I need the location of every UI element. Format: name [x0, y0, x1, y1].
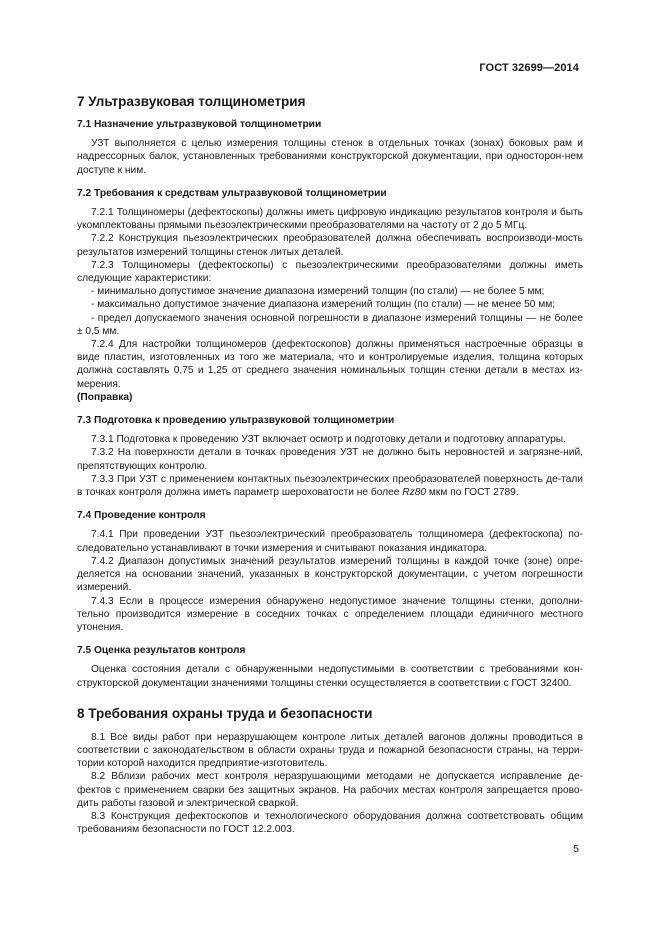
section-7-heading: 7 Ультразвуковая толщинометрия	[77, 94, 306, 109]
amendment-note: (Поправка)	[77, 391, 133, 403]
paragraph-7-5: Оценка состояния детали с обнаруженными недопустимыми в соответствии с требованиями кон-структорской документации значениями толщины стенки осуществляется в соответствии с ГОСТ 32400.	[77, 664, 583, 689]
paragraph-7-2-2: 7.2.2 Конструкция пьезоэлектрических преобразователей должна обеспечивать воспроизводи-мость результатов измерений толщины стенок литых деталей.	[77, 233, 583, 258]
paragraph-8-3: 8.3 Конструкция дефектоскопов и технологического оборудования должна соответствовать общим требованиям безопасности по ГОСТ 12.2.003.	[77, 810, 583, 836]
subsection-7-4-heading: 7.4 Проведение контроля	[77, 510, 206, 522]
paragraph-7-2-4: 7.2.4 Для настройки толщиномеров (дефектоскопов) должны применяться настроечные образцы в виде пластин, изготовленных из того же материала, что и контролируемые изделия, толщина которых должна составлять 0,75 и 1,25 от среднего значения номинальных толщин стенки детали в местах из-мерения.	[77, 339, 583, 390]
paragraph-7-2-3: 7.2.3 Толщиномеры (дефектоскопы) с пьезоэлектрическими преобразователями должны иметь следующие характеристики:	[77, 259, 583, 285]
paragraph-7-3-3	[77, 473, 583, 499]
subsection-7-5-heading: 7.5 Оценка результатов контроля	[77, 645, 246, 657]
document-body	[77, 94, 583, 836]
paragraph-7-4-2: 7.4.2 Диапазон допустимых значений результатов измерений толщины в каждой точке (зоне) опре-деляется на основании значений, указанных в конструкторской документации, с учетом погрешности измерений.	[77, 555, 583, 594]
paragraph-7-4-1: 7.4.1 При проведении УЗТ пьезоэлектрический преобразователь толщиномера (дефектоскопа) по-следовательно устанавливают в точки измерения и считывают показания индикатора.	[77, 529, 583, 554]
document-code: ГОСТ 32699—2014	[479, 62, 579, 74]
paragraph-7-2-1: 7.2.1 Толщиномеры (дефектоскопы) должны иметь цифровую индикацию результатов контроля и быть укомплектованы прямыми пьезоэлектрическими преобразователями на частоту от 2 до 5 МГц.	[77, 207, 583, 232]
paragraph-7-3-1: 7.3.1 Подготовка к проведению УЗТ включает осмотр и подготовку детали и подготовку аппаратуры.	[91, 434, 566, 446]
page-number: 5	[573, 843, 579, 855]
paragraph-7-1: УЗТ выполняется с целью измерения толщины стенок в отдельных точках (зонах) боковых рам и надрессорных балок, установленных требованиями конструкторской документации, при односторон-нем доступе к ним.	[77, 138, 583, 176]
subsection-7-2-heading: 7.2 Требования к средствам ультразвуковой толщинометрии	[77, 187, 387, 199]
paragraph-7-4-3: 7.4.3 Если в процессе измерения обнаружено недопустимое значение толщины стенки, дополни-тельно производится измерение в соседних точках с определением площади единичного местного утонения.	[77, 595, 583, 633]
paragraph-8-1: 8.1 Все виды работ при неразрушающем контроле литых деталей вагонов должны проводиться в соответствии с законодательством в области охраны труда и пожарной безопасности страны, на терри-тории которой находится предприятие-изготовитель.	[77, 731, 583, 770]
list-item-min-range: - минимально допустимое значение диапазона измерений толщин (по стали) — не более 5 мм;	[91, 286, 545, 298]
paragraph-7-3-3-text-b: мкм по ГОСТ 2789.	[426, 487, 519, 499]
paragraph-8-2: 8.2 Вблизи рабочих мест контроля неразрушающими методами не допускается исправление де-фектов с применением сварки без защитных экранов. На рабочих местах контроля запрещается прово-дить работы газовой и электрической сваркой.	[77, 771, 583, 809]
section-8-heading: 8 Требования охраны труда и безопасности	[77, 705, 373, 721]
subsection-7-3-heading: 7.3 Подготовка к проведению ультразвуковой толщинометрии	[77, 415, 395, 427]
paragraph-7-3-3-text-a: 7.3.3 При УЗТ с применением контактных пьезоэлектрических преобразователей поверхность де-тали в точках контроля должна иметь параметр шероховатости не более	[77, 473, 583, 499]
list-item-error-limit: - предел допускаемого значения основной погрешности в диапазоне измерений толщины — не более ± 0,5 мм.	[77, 312, 583, 337]
subsection-7-1-heading: 7.1 Назначение ультразвуковой толщинометрии	[77, 119, 322, 130]
roughness-parameter: Rz80	[402, 487, 427, 499]
list-item-max-range: - максимально допустимое значение диапазона измерений толщин (по стали) — не менее 50 мм;	[91, 299, 556, 311]
paragraph-7-3-2: 7.3.2 На поверхности детали в точках проведения УЗТ не должно быть неровностей и загрязне-ний, препятствующих контролю.	[77, 447, 583, 472]
